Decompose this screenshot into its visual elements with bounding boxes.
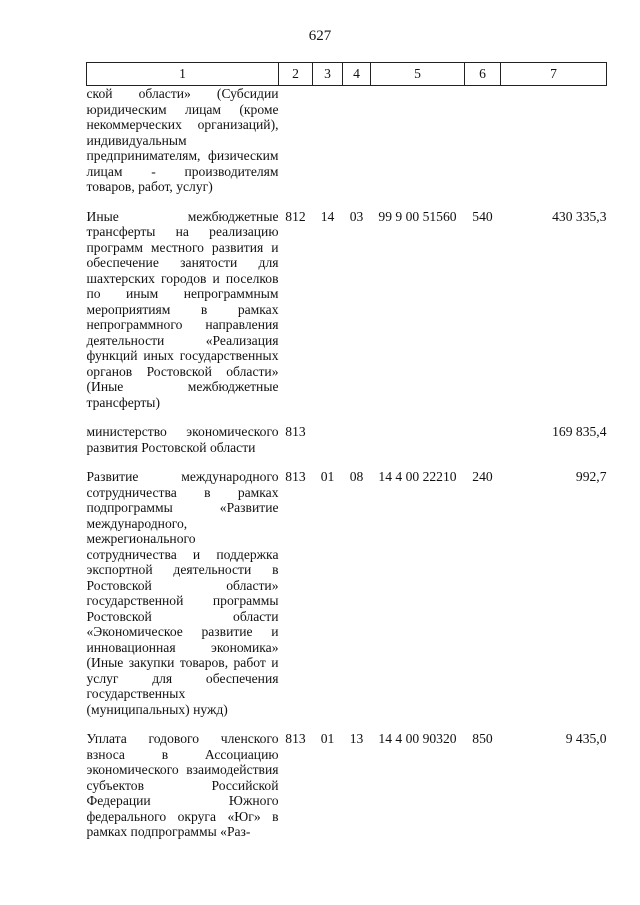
table-row — [87, 424, 607, 455]
row-expense-type: 540 — [472, 208, 493, 224]
row-code: 812 — [285, 208, 306, 224]
row-target — [371, 424, 465, 455]
column-header-3: 3 — [313, 63, 343, 86]
row-section: 14 — [320, 208, 335, 224]
column-header-1: 1 — [87, 63, 279, 86]
column-header-7: 7 — [501, 63, 607, 86]
row-section — [313, 424, 343, 455]
row-target: 14 4 00 22210 — [378, 469, 457, 484]
row-code: 813 — [285, 731, 306, 746]
row-subsection — [343, 86, 371, 195]
table-row — [87, 731, 607, 840]
column-header-4: 4 — [343, 63, 371, 86]
row-section — [313, 86, 343, 195]
row-subsection — [343, 424, 371, 455]
row-subsection: 08 — [349, 469, 364, 484]
column-header-2: 2 — [279, 63, 313, 86]
row-expense-type — [465, 86, 501, 195]
row-expense-type: 850 — [472, 731, 493, 746]
column-header-6: 6 — [465, 63, 501, 86]
table-row — [87, 209, 607, 411]
row-amount — [501, 86, 607, 195]
table-row — [87, 86, 607, 195]
row-code: 813 — [285, 469, 306, 484]
row-amount: 430 335,3 — [552, 208, 607, 224]
row-code: 813 — [285, 424, 306, 439]
page-number: 627 — [308, 28, 332, 44]
row-description: Иные межбюджетные трансферты на реализацию программ местного развития и обеспечение занятости для шахтерских городов и поселков по иным непрограммным мероприятиям в рамках непрограммного направления деятельности «Реализация функций иных государственных органов Ростовской области» (Иные межбюджетные трансферты) — [86, 208, 279, 410]
row-description: ской области» (Субсидии юридическим лицам (кроме некоммерческих организаций), индивидуальным предпринимателям, физическим лицам - производителям товаров, работ, услуг) — [86, 86, 279, 194]
table-row — [87, 469, 607, 717]
row-target: 99 9 00 51560 — [378, 208, 457, 224]
row-expense-type — [465, 424, 501, 455]
table-header-row — [87, 63, 607, 86]
budget-table — [86, 62, 607, 840]
row-expense-type: 240 — [472, 469, 493, 484]
row-subsection: 13 — [349, 731, 364, 746]
row-target: 14 4 00 90320 — [378, 731, 457, 746]
column-header-5: 5 — [371, 63, 465, 86]
row-code — [279, 86, 313, 195]
row-amount: 169 835,4 — [552, 424, 607, 439]
row-target — [371, 86, 465, 195]
row-description: Развитие международного сотрудничества в рамках подпрограммы «Развитие международного, межрегионального сотрудничества и поддержка экспортной деятельности в Ростовской области» государственной программы Ростовской области «Экономическое развитие и инновационная экономика» (Иные закупки товаров, работ и услуг для обеспечения государственных (муниципальных) нужд) — [86, 469, 279, 717]
row-section: 01 — [320, 731, 335, 746]
row-description: министерство экономического развития Ростовской области — [86, 424, 279, 455]
row-amount: 992,7 — [575, 469, 607, 484]
row-description: Уплата годового членского взноса в Ассоциацию экономического взаимодействия субъектов Российской Федерации Южного федерального округа «Юг» в рамках подпрограммы «Раз- — [86, 731, 279, 839]
row-section: 01 — [320, 469, 335, 484]
row-subsection: 03 — [349, 208, 364, 224]
row-amount: 9 435,0 — [565, 731, 607, 746]
